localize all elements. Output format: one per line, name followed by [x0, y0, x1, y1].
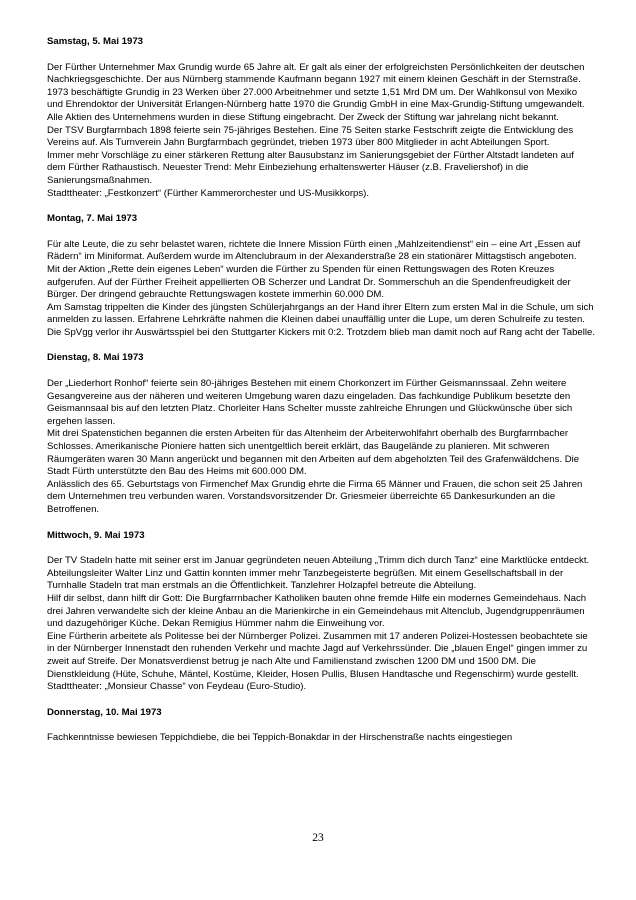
- day-entry-dienstag: [47, 352, 595, 516]
- paragraph: Am Samstag trippelten die Kinder des jüngsten Schülerjahrgangs an der Hand ihrer Eltern zum ersten Mal in die Schule, um sich anmelden zu lassen. Erfahrene Lehrkräfte nahmen die Kleinen dabei unauffällig unter die Lupe, um deren Schulreife zu testen.: [47, 301, 594, 326]
- paragraph: Der TSV Burgfarrnbach 1898 feierte sein 75-jähriges Bestehen. Eine 75 Seiten starke Festschrift zeigte die Entwicklung des Vereins auf. Als Turnverein Jahn Burgfarrnbach gegründet, trieben 1973 über 800 Mitglieder in acht Abteilungen Sport.: [47, 124, 574, 149]
- page-number: 23: [312, 832, 324, 844]
- document-page: [47, 36, 595, 758]
- paragraph: Für alte Leute, die zu sehr belastet waren, richtete die Innere Mission Fürth einen „Mahlzeitendienst“ ein – eine Art „Essen auf Rädern“ im Miniformat. Außerdem wurde im Altenclubraum in der Alexanderstraße 28 ein stationärer Mittagstisch angeboten.: [47, 238, 581, 263]
- paragraph: Der „Liederhort Ronhof“ feierte sein 80-jähriges Bestehen mit einem Chorkonzert im Fürther Geismannssaal. Zehn weitere Gesangvereine aus der näheren und weiteren Umgebung waren dazu eingeladen. Das fachkundige Publikum besetzte den Geismannsaal bis auf den letzten Platz. Chorleiter Hans Schelter musste zahlreiche Ehrungen und Glückwünsche über sich ergehen lassen.: [47, 378, 573, 427]
- paragraph: Eine Fürtherin arbeitete als Politesse bei der Nürnberger Polizei. Zusammen mit 17 anderen Polizei-Hostessen beobachtete sie in der Nürnberger Innenstadt den ruhenden Verkehr und machte Jagd auf Verkehrssünder. Die „blauen Engel“ gingen immer zu zweit auf Streife. Der Monatsverdienst betrug je nach Alte und Familienstand zwischen 1200 DM und 1500 DM. Die Dienstkleidung (Hüte, Schuhe, Mäntel, Kostüme, Kleider, Hosen Pullis, Blusen Handtasche und Regenschirm) wurde gestellt.: [47, 630, 588, 680]
- paragraph: Anlässlich des 65. Geburtstags von Firmenchef Max Grundig ehrte die Firma 65 Männer und Frauen, die schon seit 25 Jahren dem Unternehmen treu verbunden waren. Vorstandsvorsitzender Dr. Griesmeier überreichte 65 Dankesurkunden an die Betroffenen.: [47, 478, 583, 515]
- paragraph: Hilf dir selbst, dann hilft dir Gott: Die Burgfarrnbacher Katholiken bauten ohne fremde Hilfe ein modernes Gemeindehaus. Nach drei Jahren verwandelte sich der kleine Anbau an die Marienkirche in ein Gemeindehaus mit Altenclub, Jugendgruppenräumen und dazugehöriger Küche. Dekan Remigius Hümmer nahm die Einweihung vor.: [47, 592, 587, 630]
- paragraph: Mit der Aktion „Rette dein eigenes Leben“ wurden die Fürther zu Spenden für einen Rettungswagen des Roten Kreuzes aufgerufen. Auf der Fürther Freiheit appellierten OB Scherzer und Landrat Dr. Sommerschuh an die Spendenfreudigkeit der Bürger. Der dringend gebrauchte Rettungswagen kostete immerhin 60.000 DM.: [47, 263, 571, 301]
- day-heading: Dienstag, 8. Mai 1973: [47, 352, 144, 364]
- day-entry-donnerstag: [47, 707, 595, 745]
- paragraph: Der TV Stadeln hatte mit seiner erst im Januar gegründeten neuen Abteilung „Trimm dich durch Tanz“ eine Marktlücke entdeckt. Abteilungsleiter Walter Linz und Gattin konnten immer mehr Tanzbegeisterte begrüßen. Mit einem Gesellschaftsball in der Turnhalle Stadeln trat man erstmals an die Öffentlichkeit. Tanzlehrer Holzapfel betreute die Abteilung.: [47, 555, 590, 592]
- paragraph: Stadttheater: „Festkonzert“ (Fürther Kammerorchester und US-Musikkorps).: [47, 187, 370, 199]
- day-entry-montag: [47, 213, 595, 339]
- day-heading: Donnerstag, 10. Mai 1973: [47, 706, 162, 718]
- day-heading: Montag, 7. Mai 1973: [47, 213, 138, 225]
- day-entry-samstag: [47, 36, 595, 200]
- day-heading: Samstag, 5. Mai 1973: [47, 36, 143, 47]
- day-entry-mittwoch: [47, 530, 595, 694]
- paragraph: Immer mehr Vorschläge zu einer stärkeren Rettung alter Bausubstanz im Sanierungsgebiet der Fürther Altstadt landeten auf dem Fürther Rathaustisch. Neuester Trend: Mehr Einbeziehung erhaltenswerter Häuser (z.B. Fraveliershof) in die Sanierungsmaßnahmen.: [47, 149, 574, 186]
- day-heading: Mittwoch, 9. Mai 1973: [47, 529, 145, 541]
- paragraph: Mit drei Spatenstichen begannen die ersten Arbeiten für das Altenheim der Arbeiterwohlfahrt oberhalb des Burgfarrnbacher Schlosses. Amerikanische Pioniere hatten sich unentgeltlich bereit erklärt, das Baugelände zu planieren. Mit schweren Räumgeräten waren 30 Mann angerückt und begannen mit den Arbeiten auf dem abgeholzten Teil des Grafenwäldchens. Die Stadt Fürth unterstützte den Bau des Heims mit 600.000 DM.: [47, 428, 580, 478]
- paragraph: Fachkenntnisse bewiesen Teppichdiebe, die bei Teppich-Bonakdar in der Hirschenstraße nachts eingestiegen: [47, 732, 513, 744]
- paragraph: Stadttheater: „Monsieur Chasse“ von Feydeau (Euro-Studio).: [47, 681, 307, 693]
- paragraph: Die SpVgg verlor ihr Auswärtsspiel bei den Stuttgarter Kickers mit 0:2. Trotzdem blieb man damit noch auf Rang acht der Tabelle.: [47, 326, 596, 338]
- paragraph: Der Fürther Unternehmer Max Grundig wurde 65 Jahre alt. Er galt als einer der erfolgreichsten Persönlichkeiten der deutschen Nachkriegsgeschichte. Der aus Nürnberg stammende Kaufmann begann 1927 mit einem kleinen Geschäft in der Sternstraße. 1973 beschäftigte Grundig in 23 Werken über 27.000 Arbeitnehmer und setzte 1,51 Mrd DM um. Der Wahlkonsul von Mexiko und Ehrendoktor der Universität Erlangen-Nürnberg hatte 1970 die Grundig GmbH in eine Max-Grundig-Stiftung umgewandelt. Alle Aktien des Unternehmens wurden in diese Stiftung eingebracht. Der Zweck der Stiftung war jahrelang nicht bekannt.: [47, 61, 585, 123]
